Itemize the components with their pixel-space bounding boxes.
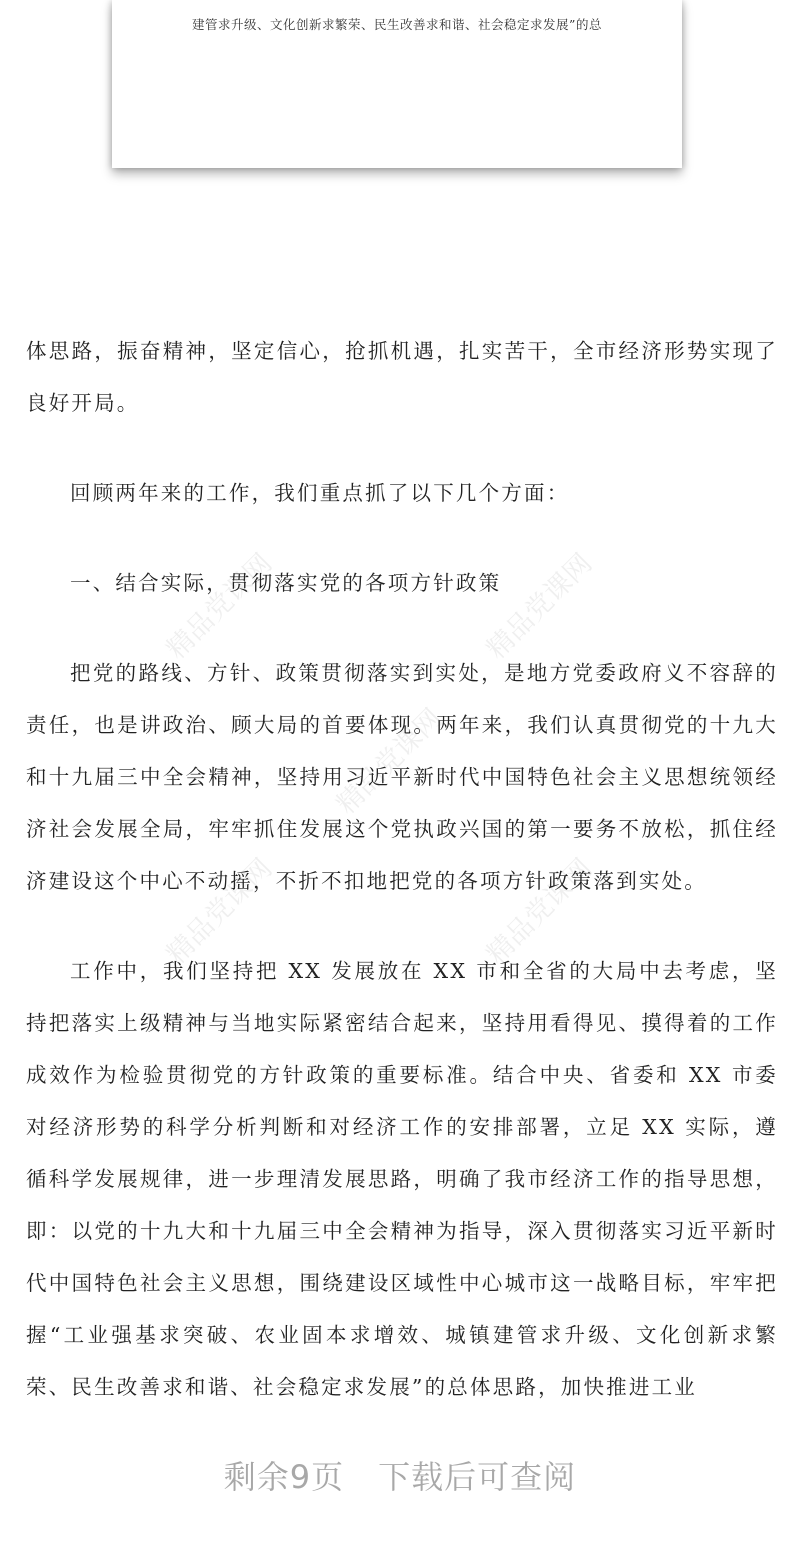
remaining-pages-label: 剩余9页: [223, 1458, 345, 1496]
watermark: 精品党课网: [480, 547, 599, 666]
download-to-view-label: 下载后可查阅: [378, 1458, 577, 1496]
section-heading: 一、结合实际，贯彻落实党的各项方针政策: [70, 571, 502, 595]
watermark: 精品党课网: [160, 852, 279, 971]
paragraph: 工作中，我们坚持把 XX 发展放在 XX 市和全省的大局中去考虑，坚持把落实上级精神与当地实际紧密结合起来，坚持用看得见、摸得着的工作成效作为检验贯彻党的方针政策的重要标准。结合中央、省委和 XX 市委对经济形势的科学分析判断和对经济工作的安排部署，立足 XX 实际，遵循科学发展规律，进一步理清发展思路，明确了我市经济工作的指导思想，即：以党的十九大和十九届三中全会精神为指导，深入贯彻落实习近平新时代中国特色社会主义思想，围绕建设区域性中心城市这一战略目标，牢牢把握“工业强基求突破、农业固本求增效、城镇建管求升级、文化创新求繁荣、民生改善求和谐、社会稳定求发展”的总体思路，加快推进工业: [26, 959, 778, 1399]
paragraph: 体思路，振奋精神，坚定信心，抢抓机遇，扎实苦干，全市经济形势实现了良好开局。: [26, 339, 778, 415]
document-body: [26, 325, 778, 1413]
download-prompt[interactable]: [0, 1452, 800, 1498]
preview-text: 建管求升级、文化创新求繁荣、民生改善求和谐、社会稳定求发展”的总: [192, 17, 602, 32]
paragraph: 把党的路线、方针、政策贯彻落实到实处，是地方党委政府义不容辞的责任，也是讲政治、顾大局的首要体现。两年来，我们认真贯彻党的十九大和十九届三中全会精神，坚持用习近平新时代中国特色社会主义思想统领经济社会发展全局，牢牢抓住发展这个党执政兴国的第一要务不放松，抓住经济建设这个中心不动摇，不折不扣地把党的各项方针政策落到实处。: [26, 661, 778, 893]
watermark: 精品党课网: [330, 702, 449, 821]
previous-page-preview: [112, 0, 682, 168]
watermark: 精品党课网: [480, 852, 599, 971]
watermark: 精品党课网: [160, 547, 279, 666]
paragraph: 回顾两年来的工作，我们重点抓了以下几个方面：: [70, 481, 570, 505]
